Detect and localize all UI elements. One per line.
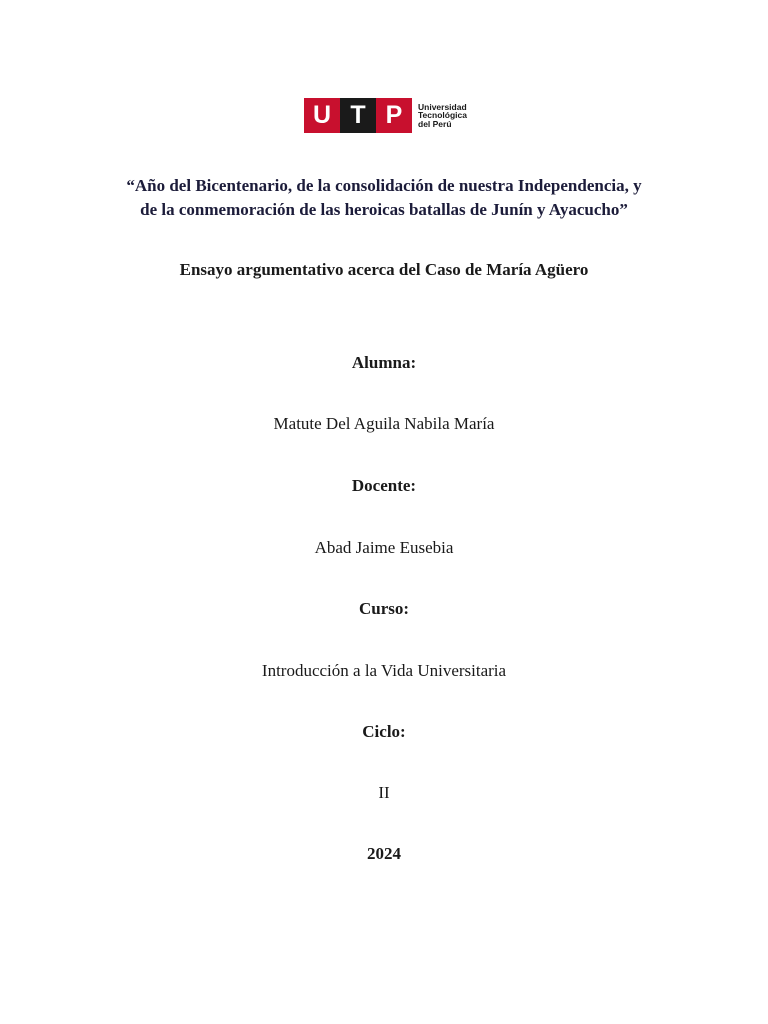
logo-letter-p: P [376,98,412,133]
logo-name-line: del Perú [418,118,452,129]
course-name: Introducción a la Vida Universitaria [261,661,507,680]
year-motto-line: de la conmemoración de las heroicas batallas de Junín y Ayacucho” [140,200,628,219]
course-label: Curso: [358,599,410,618]
teacher-label: Docente: [351,476,417,495]
year: 2024 [367,844,401,863]
utp-logo-mark [304,98,412,133]
student-name: Matute Del Aguila Nabila María [273,414,495,433]
logo-university-name [418,103,467,129]
logo-name-line: Universidad [418,101,467,112]
logo-letter-t: T [340,98,376,133]
year-motto [0,174,768,222]
student-label: Alumna: [351,353,417,372]
teacher-name: Abad Jaime Eusebia [314,538,454,557]
utp-logo [304,98,467,133]
essay-title: Ensayo argumentativo acerca del Caso de María Agüero [179,260,589,279]
logo-letter-u: U [304,98,340,133]
cycle-label: Ciclo: [362,722,406,741]
cycle-value: II [378,783,390,802]
year-motto-line: “Año del Bicentenario, de la consolidación de nuestra Independencia, y [126,176,642,195]
logo-name-line: Tecnológica [418,110,467,121]
